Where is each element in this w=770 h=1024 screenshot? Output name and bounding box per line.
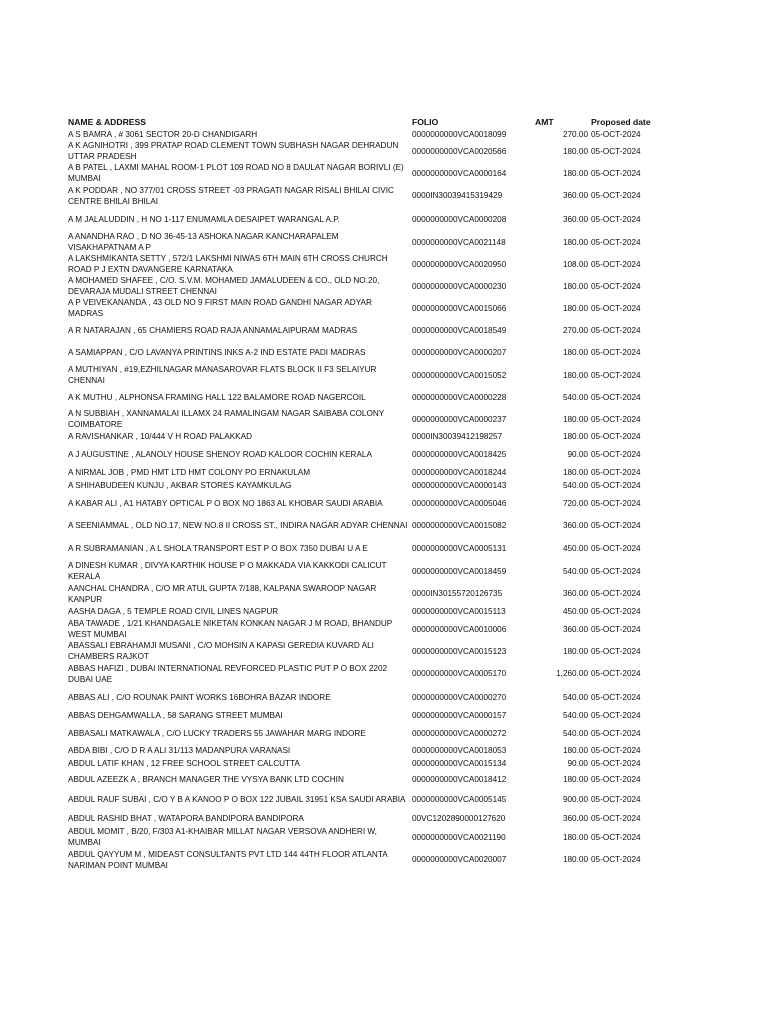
row-folio: 0000000000VCA0020566 — [412, 146, 507, 156]
row-amount: 180.00 — [562, 646, 588, 656]
row-folio: 00VC1202890000127620 — [412, 814, 506, 824]
table-row — [68, 812, 658, 827]
row-proposed-date: 05-OCT-2024 — [591, 566, 641, 576]
row-proposed-date: 05-OCT-2024 — [591, 759, 641, 769]
row-proposed-date: 05-OCT-2024 — [591, 214, 641, 224]
row-name-address: AANCHAL CHANDRA , C/O MR ATUL GUPTA 7/188, KALPANA SWAROOP NAGAR KANPUR — [68, 583, 377, 604]
row-amount: 180.00 — [562, 370, 588, 380]
row-proposed-date: 05-OCT-2024 — [591, 814, 641, 824]
row-amount: 180.00 — [562, 468, 588, 478]
table-row — [68, 710, 658, 723]
row-name-address: ABDUL RAUF SUBAI , C/O Y B A KANOO P O BOX 122 JUBAIL 31951 KSA SAUDI ARABIA — [68, 795, 406, 805]
row-name-address: A RAVISHANKAR , 10/444 V H ROAD PALAKKAD — [68, 432, 252, 442]
row-folio: 0000000000VCA0018425 — [412, 450, 507, 460]
table-row — [68, 849, 658, 872]
row-proposed-date: 05-OCT-2024 — [591, 774, 641, 784]
row-amount: 450.00 — [562, 607, 588, 617]
row-amount: 180.00 — [562, 281, 588, 291]
row-proposed-date: 05-OCT-2024 — [591, 130, 641, 140]
table-row — [68, 387, 658, 409]
table-row — [68, 561, 658, 583]
row-amount: 180.00 — [562, 303, 588, 313]
row-amount: 90.00 — [567, 759, 588, 769]
row-proposed-date: 05-OCT-2024 — [591, 237, 641, 247]
row-folio: 0000000000VCA0018412 — [412, 774, 507, 784]
row-proposed-date: 05-OCT-2024 — [591, 191, 641, 201]
row-name-address: A R NATARAJAN , 65 CHAMIERS ROAD RAJA ANNAMALAIPURAM MADRAS — [68, 325, 358, 335]
row-amount: 540.00 — [562, 692, 588, 702]
row-proposed-date: 05-OCT-2024 — [591, 392, 641, 402]
table-row — [68, 745, 658, 758]
table-row — [68, 431, 658, 444]
row-amount: 360.00 — [562, 814, 588, 824]
row-amount: 180.00 — [562, 237, 588, 247]
row-amount: 180.00 — [562, 348, 588, 358]
table-row — [68, 254, 658, 276]
row-name-address: A M JALALUDDIN , H NO 1-117 ENUMAMLA DESAIPET WARANGAL A.P. — [68, 214, 340, 224]
table-header — [68, 117, 658, 130]
row-amount: 360.00 — [562, 214, 588, 224]
row-amount: 270.00 — [562, 130, 588, 140]
row-folio: 0000000000VCA0015123 — [412, 646, 507, 656]
row-folio: 0000000000VCA0015066 — [412, 303, 507, 313]
row-folio: 0000000000VCA0000228 — [412, 392, 507, 402]
row-amount: 360.00 — [562, 624, 588, 634]
table-row — [68, 130, 658, 141]
row-name-address: ABBASALI MATKAWALA , C/O LUCKY TRADERS 55 JAWAHAR MARG INDORE — [68, 728, 366, 738]
row-folio: 0000000000VCA0018053 — [412, 746, 507, 756]
table-row — [68, 663, 658, 686]
row-name-address: A K AGNIHOTRI , 399 PRATAP ROAD CLEMENT TOWN SUBHASH NAGAR DEHRADUN UTTAR PRADESH — [68, 141, 399, 161]
row-amount: 108.00 — [562, 259, 588, 269]
table-row — [68, 141, 658, 163]
row-folio: 0000000000VCA0005046 — [412, 498, 507, 508]
row-amount: 180.00 — [562, 432, 588, 442]
table-row — [68, 758, 658, 771]
row-proposed-date: 05-OCT-2024 — [591, 468, 641, 478]
row-amount: 1,260.00 — [556, 669, 588, 679]
row-folio: 0000000000VCA0020950 — [412, 259, 507, 269]
row-proposed-date: 05-OCT-2024 — [591, 303, 641, 313]
row-proposed-date: 05-OCT-2024 — [591, 348, 641, 358]
header-amount: AMT — [535, 117, 554, 127]
row-amount: 180.00 — [562, 746, 588, 756]
row-amount: 360.00 — [562, 521, 588, 531]
row-name-address: ABDA BIBI , C/O D R A ALI 31/113 MADANPURA VARANASI — [68, 746, 291, 756]
row-name-address: A N SUBBIAH , XANNAMALAI ILLAMX 24 RAMALINGAM NAGAR SAIBABA COLONY COIMBATORE — [68, 409, 385, 429]
row-folio: 0000IN30039415319429 — [412, 191, 503, 201]
row-amount: 720.00 — [562, 498, 588, 508]
row-folio: 0000000000VCA0021148 — [412, 237, 506, 247]
row-amount: 180.00 — [562, 146, 588, 156]
row-folio: 0000000000VCA0018244 — [412, 468, 507, 478]
row-folio: 0000000000VCA0018459 — [412, 566, 507, 576]
header-folio: FOLIO — [412, 117, 439, 127]
table-row — [68, 641, 658, 663]
row-proposed-date: 05-OCT-2024 — [591, 832, 641, 842]
row-proposed-date: 05-OCT-2024 — [591, 692, 641, 702]
row-name-address: ABBAS ALI , C/O ROUNAK PAINT WORKS 16BOHRA BAZAR INDORE — [68, 692, 331, 702]
table-row — [68, 185, 658, 208]
row-name-address: A K MUTHU , ALPHONSA FRAMING HALL 122 BALAMORE ROAD NAGERCOIL — [68, 392, 366, 402]
row-folio: 0000000000VCA0000272 — [412, 728, 507, 738]
table-row — [68, 208, 658, 232]
row-name-address: A ANANDHA RAO , D NO 36-45-13 ASHOKA NAGAR KANCHARAPALEM VISAKHAPATNAM A P — [68, 232, 339, 252]
row-folio: 0000000000VCA0005170 — [412, 669, 507, 679]
row-amount: 540.00 — [562, 566, 588, 576]
table-body — [68, 130, 658, 872]
table-row — [68, 583, 658, 606]
row-proposed-date: 05-OCT-2024 — [591, 370, 641, 380]
row-name-address: A KABAR ALI , A1 HATABY OPTICAL P O BOX NO 1863 AL KHOBAR SAUDI ARABIA — [68, 498, 383, 508]
row-proposed-date: 05-OCT-2024 — [591, 544, 641, 554]
row-folio: 0000000000VCA0015113 — [412, 607, 506, 617]
row-amount: 180.00 — [562, 774, 588, 784]
table-row — [68, 789, 658, 812]
row-folio: 0000IN30039412198257 — [412, 432, 503, 442]
table-row — [68, 538, 658, 561]
row-proposed-date: 05-OCT-2024 — [591, 589, 641, 599]
row-name-address: ABDUL QAYYUM M , MIDEAST CONSULTANTS PVT LTD 144 44TH FLOOR ATLANTA NARIMAN POINT MUMBAI — [68, 849, 388, 870]
table-row — [68, 276, 658, 298]
row-proposed-date: 05-OCT-2024 — [591, 432, 641, 442]
row-name-address: ABBAS DEHGAMWALLA , 58 SARANG STREET MUMBAI — [68, 711, 283, 721]
row-proposed-date: 05-OCT-2024 — [591, 259, 641, 269]
table-row — [68, 320, 658, 342]
row-folio: 0000000000VCA0015082 — [412, 521, 507, 531]
row-amount: 90.00 — [567, 450, 588, 460]
row-folio: 0000000000VCA0020007 — [412, 855, 507, 865]
header-proposed-date: Proposed date — [591, 117, 651, 127]
table-row — [68, 606, 658, 619]
row-folio: 0000000000VCA0000143 — [412, 481, 507, 491]
row-proposed-date: 05-OCT-2024 — [591, 795, 641, 805]
row-name-address: A P VEIVEKANANDA , 43 OLD NO 9 FIRST MAIN ROAD GANDHI NAGAR ADYAR MADRAS — [68, 298, 372, 318]
row-name-address: ABASSALI EBRAHAMJI MUSANI , C/O MOHSIN A KAPASI GEREDIA KUVARD ALI CHAMBERS RAJKOT — [68, 641, 374, 661]
row-folio: 0000IN30155720126735 — [412, 589, 503, 599]
row-proposed-date: 05-OCT-2024 — [591, 450, 641, 460]
row-amount: 540.00 — [562, 728, 588, 738]
table-row — [68, 619, 658, 641]
row-name-address: A B PATEL , LAXMI MAHAL ROOM-1 PLOT 109 ROAD NO 8 DAULAT NAGAR BORIVLI (E) MUMBAI — [68, 163, 404, 183]
row-folio: 0000000000VCA0018549 — [412, 325, 507, 335]
row-amount: 180.00 — [562, 414, 588, 424]
row-amount: 180.00 — [562, 168, 588, 178]
row-name-address: A DINESH KUMAR , DIVYA KARTHIK HOUSE P O MAKKADA VIA KAKKODI CALICUT KERALA — [68, 561, 387, 581]
row-name-address: A J AUGUSTINE , ALANOLY HOUSE SHENOY ROAD KALOOR COCHIN KERALA — [68, 450, 372, 460]
row-amount: 900.00 — [562, 795, 588, 805]
row-name-address: A SEENIAMMAL , OLD NO.17, NEW NO.8 II CROSS ST., INDIRA NAGAR ADYAR CHENNAI — [68, 521, 408, 531]
row-amount: 270.00 — [562, 325, 588, 335]
row-amount: 450.00 — [562, 544, 588, 554]
row-amount: 180.00 — [562, 832, 588, 842]
row-proposed-date: 05-OCT-2024 — [591, 624, 641, 634]
row-proposed-date: 05-OCT-2024 — [591, 414, 641, 424]
table-row — [68, 771, 658, 789]
row-folio: 0000000000VCA0005145 — [412, 795, 507, 805]
row-folio: 0000000000VCA0010006 — [412, 624, 507, 634]
row-folio: 0000000000VCA0000164 — [412, 168, 507, 178]
row-name-address: A K PODDAR , NO 377/01 CROSS STREET -03 PRAGATI NAGAR RISALI BHILAI CIVIC CENTRE BHILAI BHILAI — [68, 185, 394, 206]
row-amount: 540.00 — [562, 711, 588, 721]
row-name-address: ABBAS HAFIZI , DUBAI INTERNATIONAL REVFORCED PLASTIC PUT P O BOX 2202 DUBAI UAE — [68, 663, 388, 684]
table-row — [68, 163, 658, 185]
row-folio: 0000000000VCA0000237 — [412, 414, 507, 424]
row-proposed-date: 05-OCT-2024 — [591, 711, 641, 721]
row-name-address: A SAMIAPPAN , C/O LAVANYA PRINTINS INKS A-2 IND ESTATE PADI MADRAS — [68, 348, 366, 358]
header-name-address: NAME & ADDRESS — [68, 117, 146, 127]
row-name-address: A S BAMRA , # 3061 SECTOR 20-D CHANDIGARH — [68, 130, 258, 140]
table-row — [68, 686, 658, 710]
row-folio: 0000000000VCA0000208 — [412, 214, 507, 224]
row-proposed-date: 05-OCT-2024 — [591, 281, 641, 291]
row-folio: 0000000000VCA0015052 — [412, 370, 507, 380]
table-row — [68, 480, 658, 493]
shareholder-list — [68, 117, 658, 872]
row-proposed-date: 05-OCT-2024 — [591, 325, 641, 335]
table-row — [68, 467, 658, 480]
row-name-address: ABDUL AZEEZK A , BRANCH MANAGER THE VYSYA BANK LTD COCHIN — [68, 774, 344, 784]
row-name-address: AASHA DAGA , 5 TEMPLE ROAD CIVIL LINES NAGPUR — [68, 607, 279, 617]
row-proposed-date: 05-OCT-2024 — [591, 646, 641, 656]
row-folio: 0000000000VCA0000157 — [412, 711, 507, 721]
row-name-address: ABA TAWADE , 1/21 KHANDAGALE NIKETAN KONKAN NAGAR J M ROAD, BHANDUP WEST MUMBAI — [68, 619, 393, 639]
row-folio: 0000000000VCA0000230 — [412, 281, 507, 291]
table-row — [68, 493, 658, 515]
table-row — [68, 723, 658, 745]
row-name-address: A SHIHABUDEEN KUNJU , AKBAR STORES KAYAMKULAG — [68, 481, 292, 491]
row-proposed-date: 05-OCT-2024 — [591, 521, 641, 531]
table-row — [68, 515, 658, 538]
row-folio: 0000000000VCA0015134 — [412, 759, 507, 769]
row-proposed-date: 05-OCT-2024 — [591, 669, 641, 679]
table-row — [68, 444, 658, 467]
row-name-address: A MUTHIYAN , #19,EZHILNAGAR MANASAROVAR FLATS BLOCK II F3 SELAIYUR CHENNAI — [68, 365, 377, 385]
row-amount: 540.00 — [562, 481, 588, 491]
table-row — [68, 298, 658, 320]
row-folio: 0000000000VCA0005131 — [412, 544, 507, 554]
row-proposed-date: 05-OCT-2024 — [591, 728, 641, 738]
row-name-address: ABDUL RASHID BHAT , WATAPORA BANDIPORA BANDIPORA — [68, 814, 304, 824]
row-folio: 0000000000VCA0018099 — [412, 130, 507, 140]
row-folio: 0000000000VCA0021190 — [412, 832, 506, 842]
row-name-address: A NIRMAL JOB , PMD HMT LTD HMT COLONY PO ERNAKULAM — [68, 468, 311, 478]
row-proposed-date: 05-OCT-2024 — [591, 481, 641, 491]
row-amount: 360.00 — [562, 589, 588, 599]
row-proposed-date: 05-OCT-2024 — [591, 168, 641, 178]
row-amount: 540.00 — [562, 392, 588, 402]
row-proposed-date: 05-OCT-2024 — [591, 498, 641, 508]
table-row — [68, 827, 658, 849]
row-proposed-date: 05-OCT-2024 — [591, 607, 641, 617]
row-name-address: A R SUBRAMANIAN , A L SHOLA TRANSPORT EST P O BOX 7350 DUBAI U A E — [68, 544, 368, 554]
row-amount: 360.00 — [562, 191, 588, 201]
table-row — [68, 342, 658, 365]
row-name-address: A LAKSHMIKANTA SETTY , 572/1 LAKSHMI NIWAS 6TH MAIN 6TH CROSS CHURCH ROAD P J EXTN DAVANGERE KARNATAKA — [68, 254, 388, 274]
row-name-address: A MOHAMED SHAFEE , C/O. S.V.M. MOHAMED JAMALUDEEN & CO., OLD NO.20, DEVARAJA MUDALI STREET CHENNAI — [68, 276, 380, 296]
row-proposed-date: 05-OCT-2024 — [591, 146, 641, 156]
row-name-address: ABDUL MOMIT , B/20, F/303 A1-KHAIBAR MILLAT NAGAR VERSOVA ANDHERI W, MUMBAI — [68, 827, 377, 847]
table-row — [68, 409, 658, 431]
row-proposed-date: 05-OCT-2024 — [591, 855, 641, 865]
row-folio: 0000000000VCA0000207 — [412, 348, 507, 358]
row-proposed-date: 05-OCT-2024 — [591, 746, 641, 756]
row-amount: 180.00 — [562, 855, 588, 865]
table-row — [68, 365, 658, 387]
table-row — [68, 232, 658, 254]
row-folio: 0000000000VCA0000270 — [412, 692, 507, 702]
row-name-address: ABDUL LATIF KHAN , 12 FREE SCHOOL STREET CALCUTTA — [68, 759, 300, 769]
